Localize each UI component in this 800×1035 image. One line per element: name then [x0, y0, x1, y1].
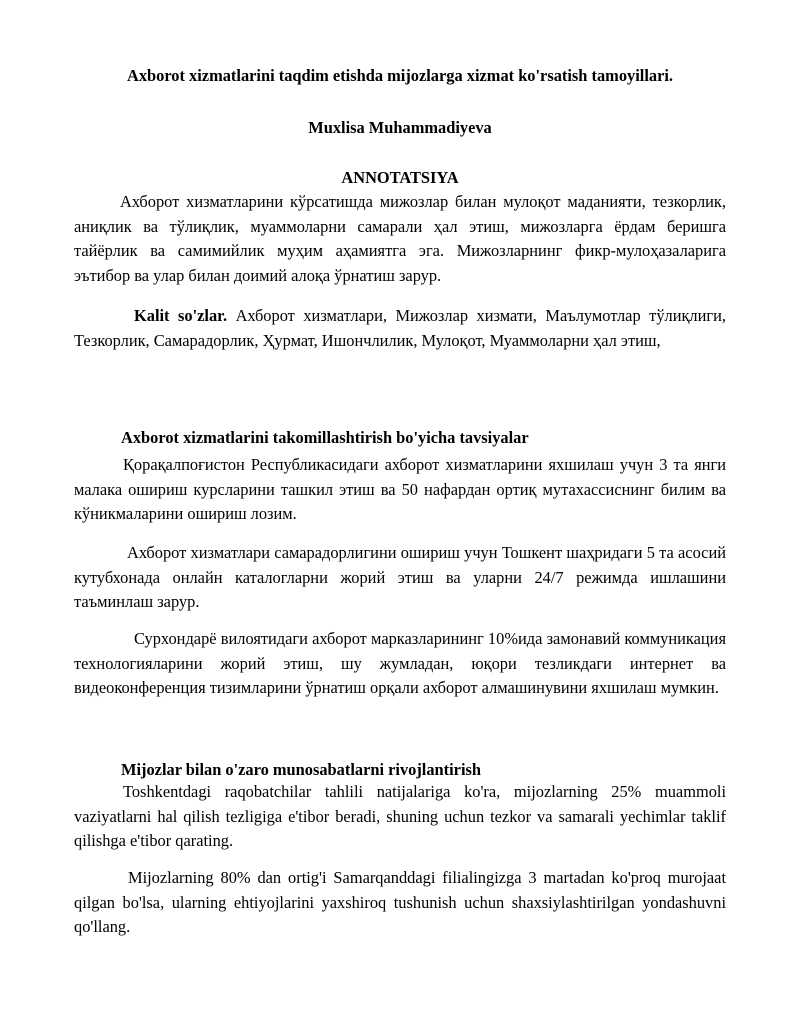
section2-paragraph-2: Mijozlarning 80% dan ortig'i Samarqanddagi filialingizga 3 martadan ko'proq murojaat qilgan bo'lsa, ularning ehtiyojlarini yaxshiroq tushunish uchun shaxsiylashtirilgan yondashuvni qo'llang.: [74, 868, 726, 937]
section1-paragraph-1: Қорақалпоғистон Республикасидаги ахборот хизматларини яхшилаш учун 3 та янги малака ошириш курсларини ташкил этиш ва 50 нафардан ортиқ мутахассиснинг билим ва кўникмаларини ошириш лозим.: [74, 455, 726, 524]
keywords-text: Ахборот хизматлари, Мижозлар хизмати, Маълумотлар тўлиқлиги, Тезкорлик, Самарадорлик, Ҳурмат, Ишончлилик, Мулоқот, Муаммоларни ҳал этиш,: [74, 306, 726, 350]
keywords-paragraph: [74, 304, 726, 353]
abstract-text: Ахборот хизматларини кўрсатишда мижозлар билан мулоқот маданияти, тезкорлик, аниқлик ва тўлиқлик, муаммоларни самарали ҳал этиш, мижозларга ёрдам беришга тайёрлик ва самимийлик муҳим аҳамиятга эга. Мижозларнинг фикр-мулоҳазаларига эътибор ва улар билан доимий алоқа ўрнатиш зарур.: [74, 192, 726, 285]
author-name: Muxlisa Muhammadiyeva: [308, 118, 492, 137]
section2-heading: Mijozlar bilan o'zaro munosabatlarni rivojlantirish: [121, 760, 481, 779]
abstract-heading: ANNOTATSIYA: [341, 168, 459, 187]
keywords-label: Kalit so'zlar.: [134, 306, 228, 325]
abstract-paragraph: [74, 190, 726, 288]
section1-paragraph-3: Сурхондарё вилоятидаги ахборот марказларининг 10%ида замонавий коммуникация технологияларини жорий этиш, шу жумладан, юқори тезликдаги интернет ва видеоконференция тизимларини ўрнатиш орқали ахборот алмашинувини яхшилаш мумкин.: [74, 629, 726, 698]
document-title: Axborot xizmatlarini taqdim etishda mijozlarga xizmat ko'rsatish tamoyillari.: [126, 66, 673, 85]
section1-paragraph-2: Ахборот хизматлари самарадорлигини ошириш учун Тошкент шаҳридаги 5 та асосий кутубхонада онлайн каталогларни жорий этиш ва уларни 24/7 режимда ишлашини таъминлаш зарур.: [74, 543, 726, 612]
section2-paragraph-1: Toshkentdagi raqobatchilar tahlili natijalariga ko'ra, mijozlarning 25% muammoli vaziyatlarni hal qilish tezligiga e'tibor beradi, shuning uchun tezkor va samarali yechimlar taklif qilishga e'tibor qarating.: [74, 782, 726, 851]
section1-heading: Axborot xizmatlarini takomillashtirish bo'yicha tavsiyalar: [121, 428, 529, 447]
